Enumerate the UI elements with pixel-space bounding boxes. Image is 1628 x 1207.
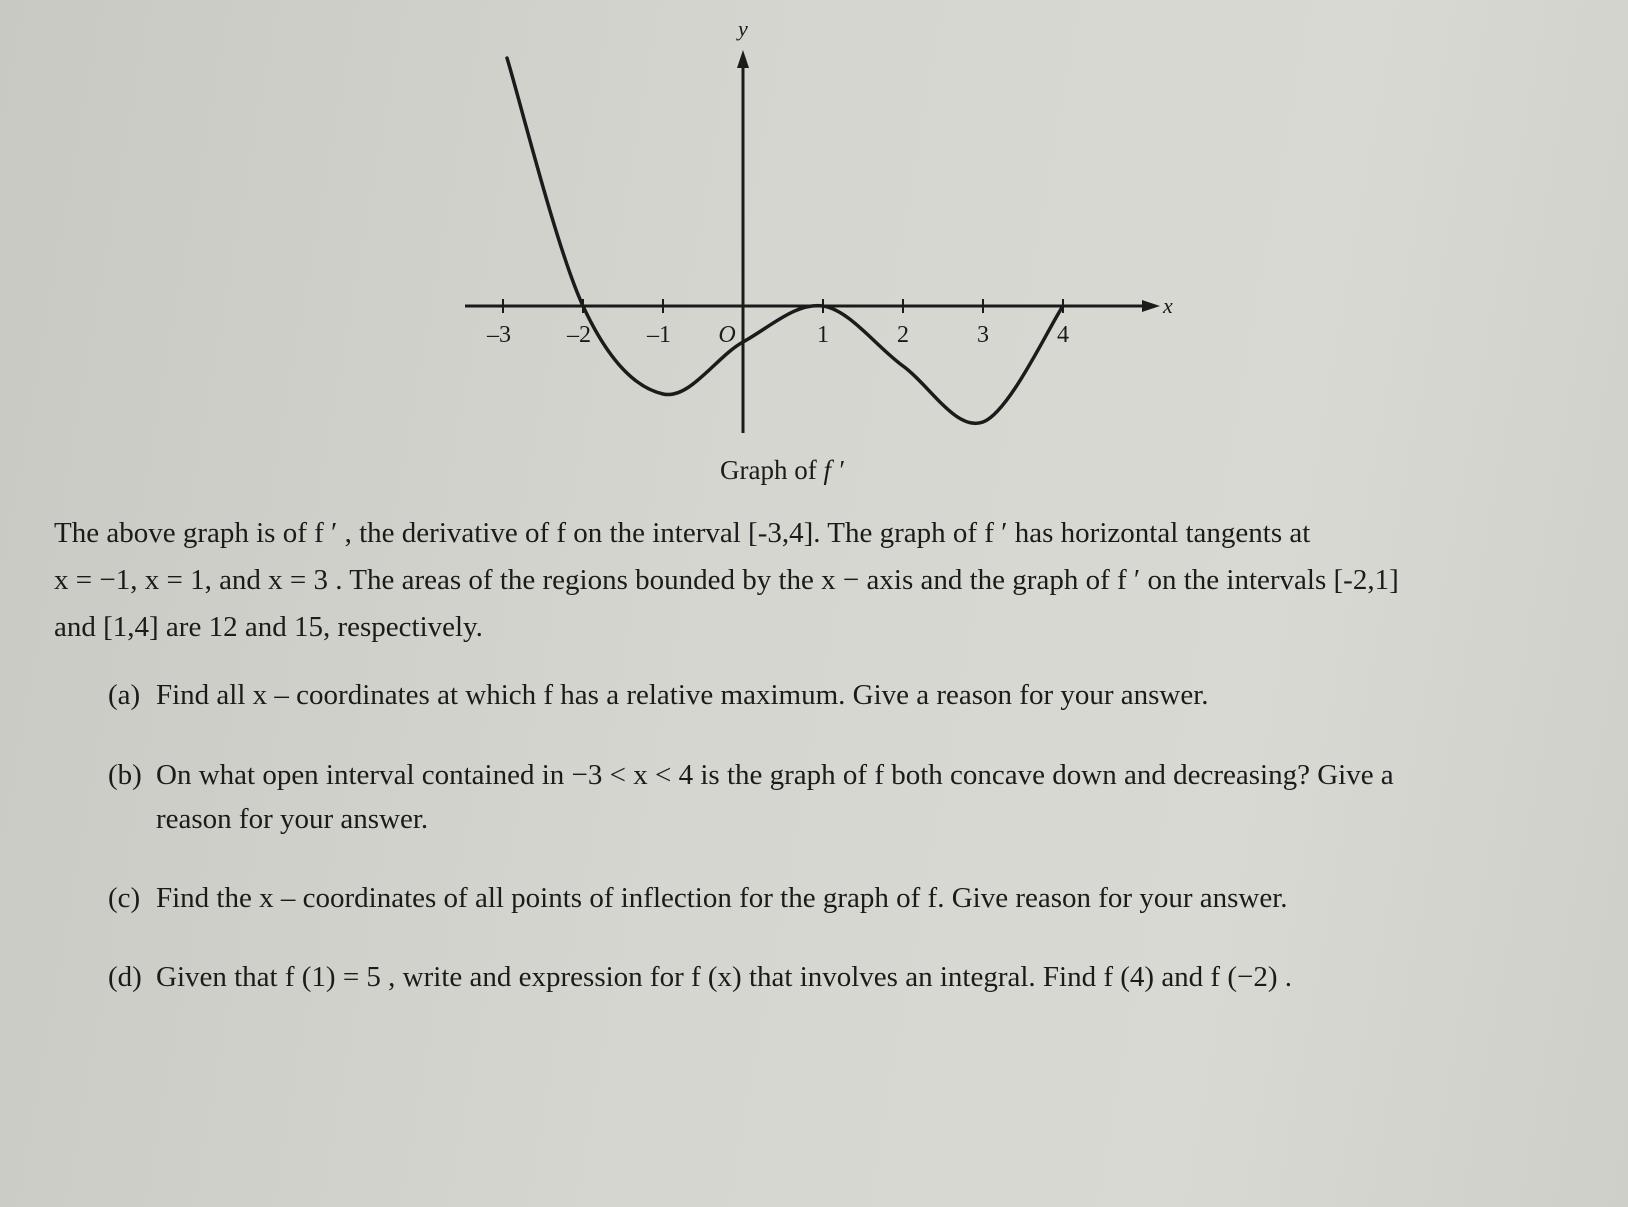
- caption-text: Graph of: [720, 455, 817, 485]
- y-axis-label: y: [738, 16, 748, 41]
- question-b-text-cont: reason for your answer.: [156, 803, 429, 835]
- graph-of-f-prime: [0, 0, 1628, 500]
- x-axis-label: x: [1163, 293, 1173, 318]
- question-b-label: (b): [108, 759, 142, 791]
- x-tick-label: O: [718, 322, 736, 348]
- x-tick-label: 1: [817, 322, 829, 348]
- intro-line-3: and [1,4] are 12 and 15, respectively.: [54, 611, 483, 643]
- problem-intro: [54, 510, 1564, 651]
- x-axis-arrow: [1142, 300, 1160, 312]
- question-a: [108, 673, 1209, 717]
- x-tick-label: –2: [567, 322, 591, 348]
- x-tick-label: 4: [1057, 322, 1069, 348]
- intro-line-1: The above graph is of f ′ , the derivative of f on the interval [-3,4]. The graph of f ′ has horizontal tangents at: [54, 517, 1311, 549]
- y-axis-arrow: [737, 50, 749, 68]
- question-d: [108, 955, 1292, 999]
- x-tick-labels: [486, 322, 1069, 348]
- question-b-text: On what open interval contained in −3 < x < 4 is the graph of f both concave down and decreasing? Give a: [156, 759, 1394, 791]
- intro-line-2: x = −1, x = 1, and x = 3 . The areas of the regions bounded by the x − axis and the graph of f ′ on the intervals [-2,1]: [54, 564, 1399, 596]
- x-tick-label: –1: [647, 322, 671, 348]
- f-prime-curve: [507, 58, 1063, 423]
- question-c-text: Find the x – coordinates of all points of inflection for the graph of f. Give reason for your answer.: [156, 882, 1288, 914]
- question-d-text: Given that f (1) = 5 , write and expression for f (x) that involves an integral. Find f (4) and f (−2) .: [156, 961, 1293, 993]
- question-a-text: Find all x – coordinates at which f has a relative maximum. Give a reason for your answer.: [156, 679, 1209, 711]
- question-d-label: (d): [108, 961, 142, 993]
- graph-caption: [720, 455, 844, 486]
- x-tick-label: –3: [487, 322, 511, 348]
- question-c-label: (c): [108, 882, 141, 914]
- x-tick-label: 2: [897, 322, 909, 348]
- question-a-label: (a): [108, 679, 141, 711]
- question-b: [108, 753, 1394, 841]
- question-c: [108, 876, 1288, 920]
- caption-function: f ′: [823, 455, 844, 485]
- x-tick-label: 3: [977, 322, 989, 348]
